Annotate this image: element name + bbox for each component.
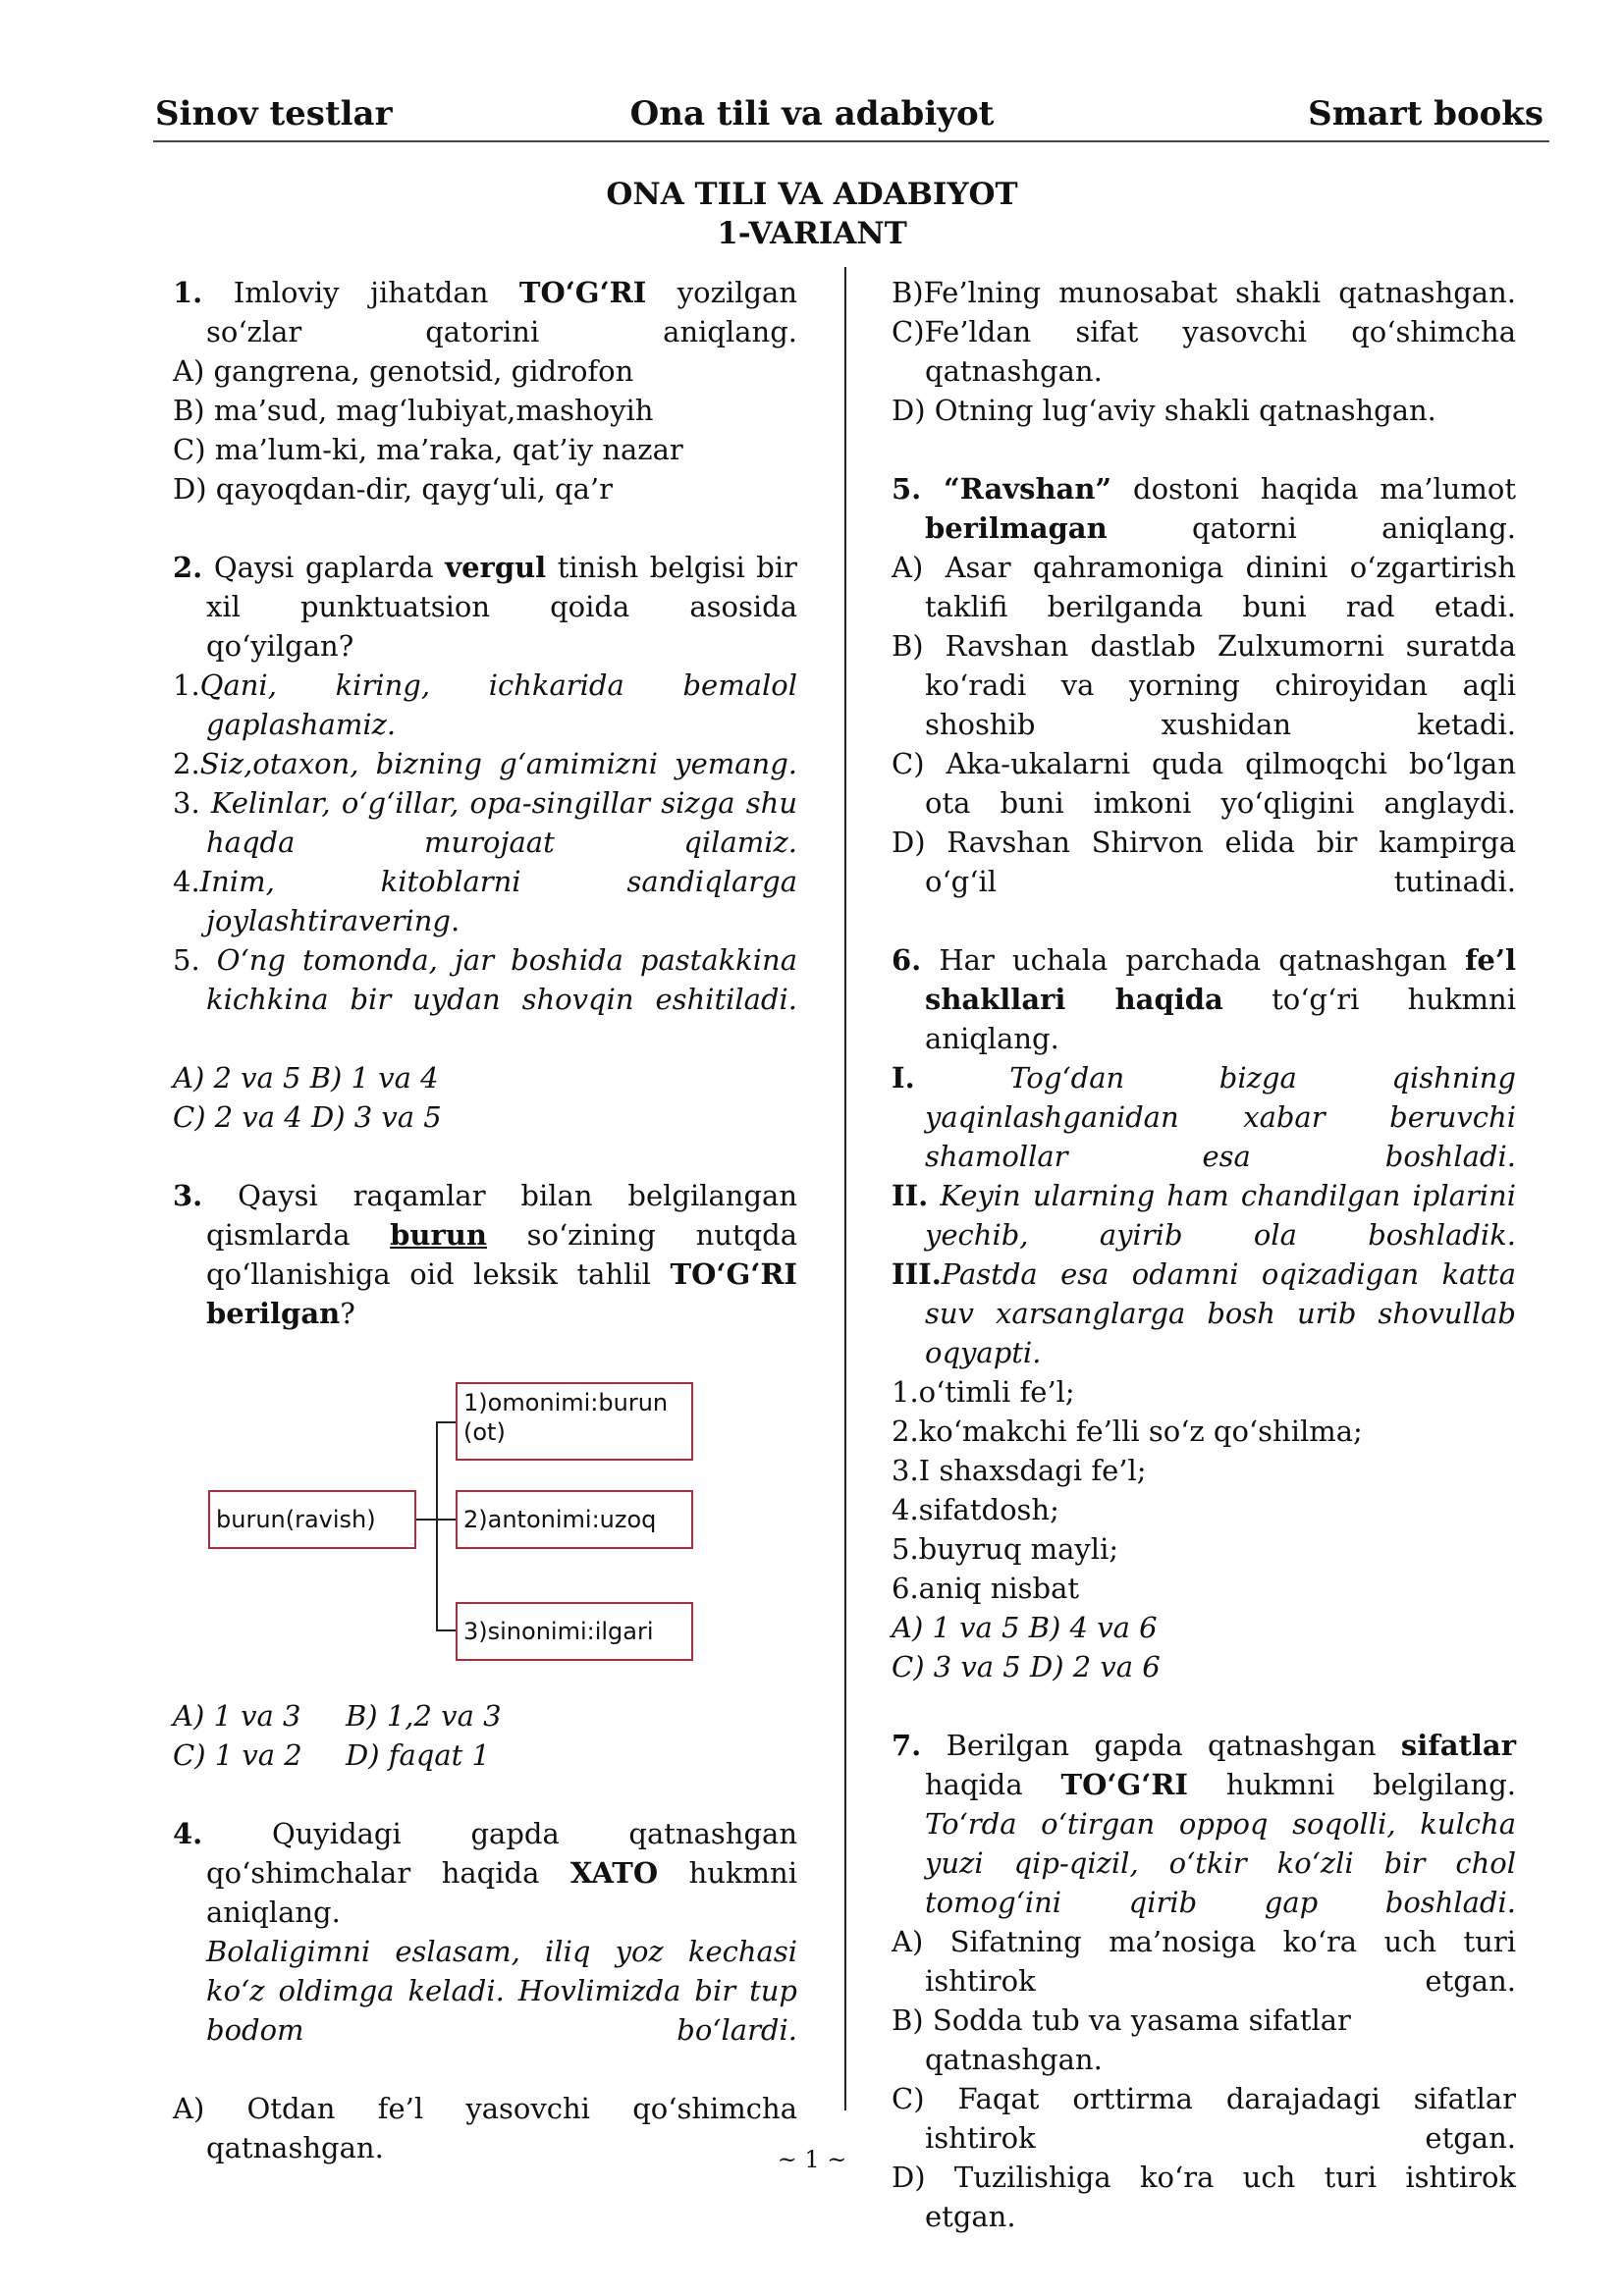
q5-option-c: C) Aka-ukalarni quda qilmoqchi bo‘lgan ota buni imkoni yo‘qligini anglaydi. xyxy=(892,747,1516,820)
header-center: Ona tili va adabiyot xyxy=(629,94,995,133)
question-7: 7. Berilgan gapda qatnashgan sifatlar haqida TO‘G‘RI hukmni belgilang. xyxy=(892,1729,1516,1801)
q1-option-d: D) qayoqdan-dir, qayg‘uli, qa’r xyxy=(173,472,613,506)
right-column xyxy=(892,273,1516,2236)
q2-options-ab: A) 2 va 5 B) 1 va 4 xyxy=(173,1061,439,1095)
header-left: Sinov testlar xyxy=(155,94,393,133)
q3-options-ab: A) 1 va 3 B) 1,2 va 3 xyxy=(173,1699,502,1733)
q5-option-a: A) Asar qahramoniga dinini o‘zgartirish taklifi berilganda buni rad etadi. xyxy=(892,551,1516,623)
q6-item-6: 6.aniq nisbat xyxy=(892,1572,1080,1605)
q6-options-ab: A) 1 va 5 B) 4 va 6 xyxy=(892,1611,1158,1644)
q7-option-b: B) Sodda tub va yasama sifatlar qatnashgan. xyxy=(892,2003,1351,2076)
q6-passage-3: III.Pastda esa odamni oqizadigan katta suv xarsanglarga bosh urib shovullab oqyapti. xyxy=(892,1257,1516,1369)
lexical-diagram xyxy=(208,1372,758,1667)
q2-sentence-3: 3. Kelinlar, o‘g‘illar, opa-singillar sizga shu haqda murojaat qilamiz. xyxy=(173,786,797,859)
diagram-connector xyxy=(436,1519,456,1521)
page-title: ONA TILI VA ADABIYOT xyxy=(606,177,1018,212)
q6-options-cd: C) 3 va 5 D) 2 va 6 xyxy=(892,1650,1161,1683)
q4-option-c: C)Fe’ldan sifat yasovchi qo‘shimcha qatnashgan. xyxy=(892,315,1516,388)
q4-option-d: D) Otning lug‘aviy shakli qatnashgan. xyxy=(892,394,1436,427)
header-right: Smart books xyxy=(1308,94,1543,133)
q4-sentence: Bolaligimni eslasam, iliq yoz kechasi ko‘z oldimga keladi. Hovlimizda bir tup bodom bo‘lardi. xyxy=(206,1935,797,2047)
q6-item-5: 5.buyruq mayli; xyxy=(892,1532,1119,1566)
q5-option-b: B) Ravshan dastlab Zulxumorni suratda ko‘radi va yorning chiroyidan aqli shoshib xushidan ketadi. xyxy=(892,629,1516,741)
diagram-root-box: burun(ravish) xyxy=(208,1490,416,1549)
q2-sentence-1: 1.Qani, kiring, ichkarida bemalol gaplashamiz. xyxy=(173,668,797,741)
diagram-connector xyxy=(416,1519,438,1521)
q1-option-a: A) gangrena, genotsid, gidrofon xyxy=(173,354,634,388)
column-divider xyxy=(844,267,846,2110)
q6-item-2: 2.ko‘makchi fe’lli so‘z qo‘shilma; xyxy=(892,1415,1363,1448)
q4-option-b: B)Fe’lning munosabat shakli qatnashgan. xyxy=(892,276,1516,309)
q6-item-3: 3.I shaxsdagi fe’l; xyxy=(892,1454,1147,1487)
left-column xyxy=(173,273,797,2167)
question-5: 5. “Ravshan” dostoni haqida ma’lumot berilmagan qatorni aniqlang. xyxy=(892,472,1516,545)
question-3: 3. Qaysi raqamlar bilan belgilangan qismlarda burun so‘zining nutqda qo‘llanishiga oid leksik tahlil TO‘G‘RI berilgan? xyxy=(173,1179,797,1330)
question-2: 2. Qaysi gaplarda vergul tinish belgisi bir xil punktuatsion qoida asosida qo‘yilgan? xyxy=(173,551,797,663)
question-1: 1. Imloviy jihatdan TO‘G‘RI yozilgan so‘zlar qatorini aniqlang. xyxy=(173,276,798,348)
q6-passage-2: II. Keyin ularning ham chandilgan iplarini yechib, ayirib ola boshladik. xyxy=(892,1179,1516,1252)
q2-options-cd: C) 2 va 4 D) 3 va 5 xyxy=(173,1100,442,1134)
q1-option-b: B) ma’sud, mag‘lubiyat,mashoyih xyxy=(173,394,654,427)
diagram-node-synonym: 3)sinonimi:ilgari xyxy=(456,1602,693,1661)
diagram-node-homonym: 1)omonimi:burun (ot) xyxy=(456,1382,693,1461)
q2-sentence-5: 5. O‘ng tomonda, jar boshida pastakkina kichkina bir uydan shovqin eshitiladi. xyxy=(173,943,798,1016)
q7-option-d: D) Tuzilishiga ko‘ra uch turi ishtirok etgan. xyxy=(892,2161,1516,2233)
diagram-connector xyxy=(436,1421,456,1423)
q1-option-c: C) ma’lum-ki, ma’raka, qat’iy nazar xyxy=(173,433,683,466)
q2-sentence-4: 4.Inim, kitoblarni sandiqlarga joylashtiravering. xyxy=(173,865,797,937)
q6-passage-1: I. Tog‘dan bizga qishning yaqinlashganidan xabar beruvchi shamollar esa boshladi. xyxy=(892,1061,1516,1173)
q5-option-d: D) Ravshan Shirvon elida bir kampirga o‘g‘il tutinadi. xyxy=(892,826,1516,898)
q7-sentence: To‘rda o‘tirgan oppoq soqolli, kulcha yuzi qip-qizil, o‘tkir ko‘zli bir chol tomog‘ini qirib gap boshladi. xyxy=(925,1807,1516,1919)
q7-option-c: C) Faqat orttirma darajadagi sifatlar ishtirok etgan. xyxy=(892,2082,1516,2155)
q2-sentence-2: 2.Siz,otaxon, bizning g‘amimizni yemang. xyxy=(173,747,797,780)
variant-title: 1-VARIANT xyxy=(717,216,907,251)
diagram-connector xyxy=(436,1421,438,1631)
q3-options-cd: C) 1 va 2 D) faqat 1 xyxy=(173,1738,490,1772)
diagram-node-antonym: 2)antonimi:uzoq xyxy=(456,1490,693,1549)
question-4: 4. Quyidagi gapda qatnashgan qo‘shimchalar haqida XATO hukmni aniqlang. xyxy=(173,1817,797,1929)
q7-option-a: A) Sifatning ma’nosiga ko‘ra uch turi ishtirok etgan. xyxy=(892,1925,1516,1998)
page-number: ~ 1 ~ xyxy=(777,2146,847,2173)
question-6: 6. Har uchala parchada qatnashgan fe’l shakllari haqida to‘g‘ri hukmni aniqlang. xyxy=(892,943,1516,1055)
q6-item-4: 4.sifatdosh; xyxy=(892,1493,1059,1526)
diagram-connector xyxy=(436,1629,456,1631)
header-divider xyxy=(153,140,1549,142)
q6-item-1: 1.o‘timli fe’l; xyxy=(892,1375,1075,1409)
q4-option-a: A) Otdan fe’l yasovchi qo‘shimcha qatnashgan. xyxy=(173,2092,797,2164)
